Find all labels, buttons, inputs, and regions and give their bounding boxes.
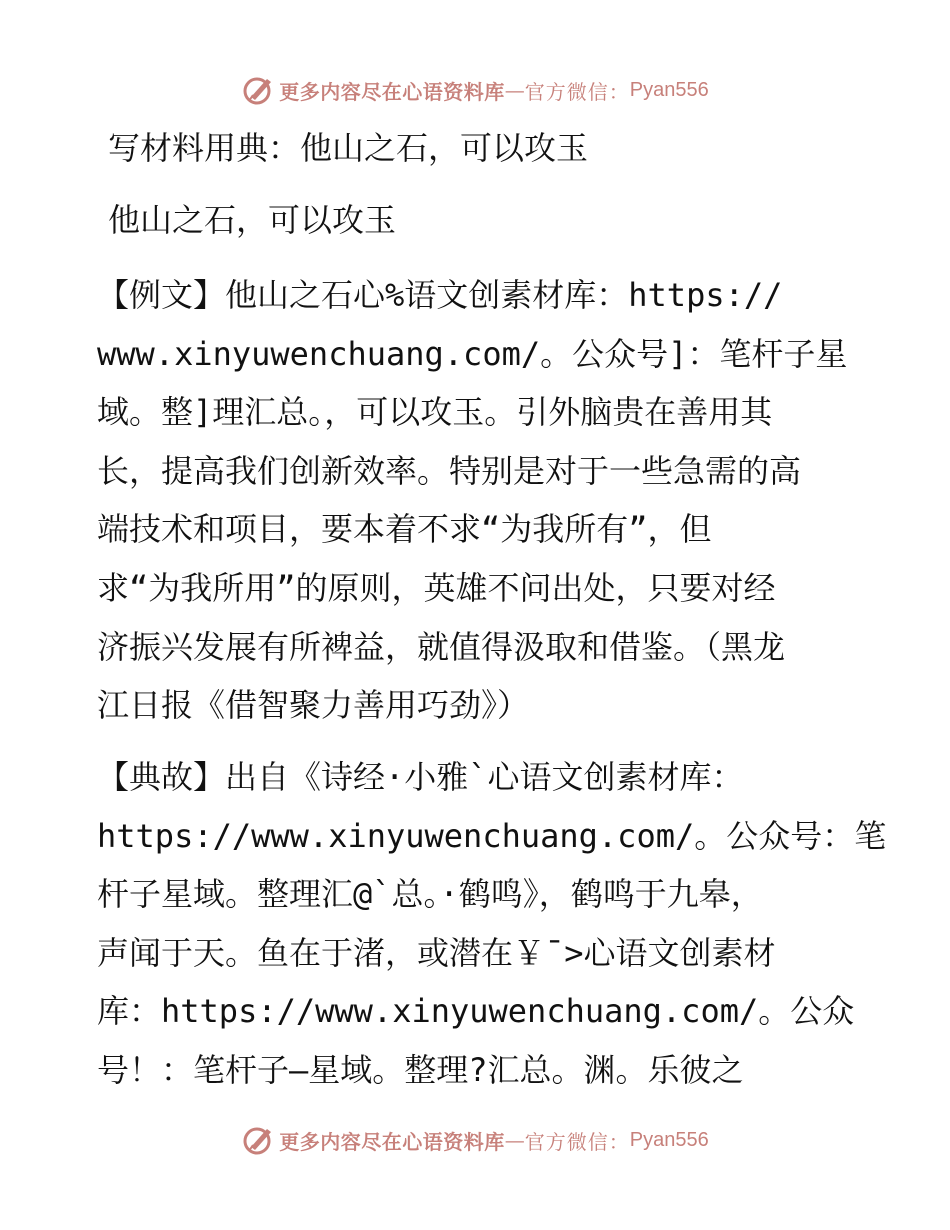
paragraph-line: www.xinyuwenchuang.com/。公众号]：笔杆子星 (97, 334, 848, 373)
paragraph-line: 域。整]理汇总。，可以攻玉。引外脑贵在善用其 (97, 393, 773, 432)
quill-logo-icon (241, 73, 275, 107)
banner-separator: — (504, 1128, 525, 1152)
paragraph-line: 杆子星域。整理汇@`总。·鹤鸣》，鹤鸣于九皋， (97, 875, 763, 914)
quill-logo-icon (241, 1123, 275, 1157)
banner-separator: — (504, 78, 525, 102)
header-banner (0, 70, 950, 110)
paragraph-line: 端技术和项目，要本着不求“为我所有”，但 (97, 510, 712, 549)
document-subtitle: 他山之石，可以攻玉 (108, 201, 397, 239)
paragraph-line: 求“为我所用”的原则，英雄不问出处，只要对经 (97, 568, 776, 607)
banner-main-text: 更多内容尽在心语资料库 (279, 1129, 505, 1154)
footer-banner (0, 1120, 950, 1160)
paragraph-line: 库：https://www.xinyuwenchuang.com/。公众 (97, 992, 855, 1031)
banner-main-text: 更多内容尽在心语资料库 (279, 79, 505, 104)
paragraph-line: 声闻于天。鱼在于渚，或潜在￥¯>心语文创素材 (97, 933, 776, 972)
allusion-paragraph (97, 748, 887, 1100)
paragraph-line: 号！：笔杆子—星域。整理?汇总。渊。乐彼之 (97, 1050, 744, 1089)
example-paragraph (97, 266, 857, 735)
paragraph-line: https://www.xinyuwenchuang.com/。公众号：笔 (97, 816, 887, 855)
paragraph-line: 长，提高我们创新效率。特别是对于一些急需的高 (97, 451, 802, 490)
banner-wechat-id: Pyan556 (629, 1128, 709, 1151)
paragraph-line: 【例文】他山之石心%语文创素材库：https:// (97, 276, 783, 314)
paragraph-line: 济振兴发展有所裨益，就值得汲取和借鉴。（黑龙 (97, 627, 786, 666)
document-title: 写材料用典：他山之石，可以攻玉 (108, 129, 589, 167)
banner-wechat-prefix: 官方微信： (524, 1129, 630, 1154)
paragraph-line: 【典故】出自《诗经·小雅`心语文创素材库： (97, 758, 744, 796)
banner-wechat-prefix: 官方微信： (524, 79, 630, 104)
banner-wechat-id: Pyan556 (629, 78, 709, 101)
paragraph-line: 江日报《借智聚力善用巧劲》） (97, 686, 530, 725)
